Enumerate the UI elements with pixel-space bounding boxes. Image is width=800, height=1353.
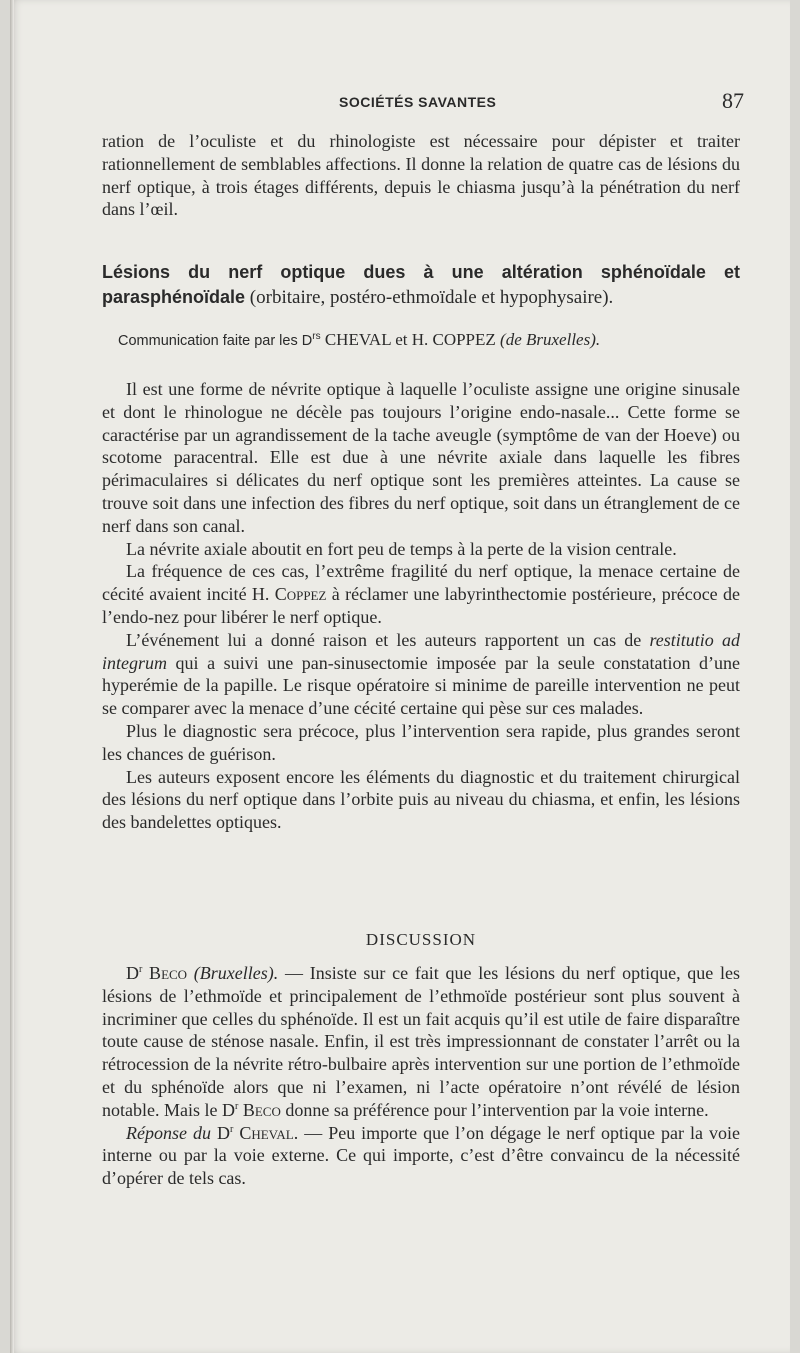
body-paragraph-1: Il est une forme de névrite optique à laquelle l’oculiste assigne une origine sinusale et dont le rhinologue ne décèle pas toujours l’origine endo-nasale... Cette forme se caractérise par un agrandissement de la tache aveugle (symptôme de van der Hoeve) ou scotome paracentral. Elle est due à une névrite axiale dans laquelle les fibres périmaculaires si délicates du nerf optique sont les premières atteintes. La cause se trouve soit dans une infection des fibres du nerf optique, soit dans un étranglement de ce nerf dans son canal.: [102, 379, 740, 536]
intro-paragraph-block: [102, 130, 740, 221]
book-page: [10, 0, 790, 1353]
page-edge-shadow: [10, 0, 14, 1353]
body-paragraph-6: Les auteurs exposent encore les éléments du diagnostic et du traitement chirurgical des lésions du nerf optique dans l’orbite puis au niveau du chiasma, et enfin, les lésions des bandelettes optiques.: [102, 766, 740, 833]
body-paragraph-5: Plus le diagnostic sera précoce, plus l’intervention sera rapide, plus grandes seront les chances de guérison.: [102, 720, 740, 764]
d1-dr: D: [126, 963, 139, 983]
d2-sup: r: [229, 1123, 234, 1135]
running-title: SOCIÉTÉS SAVANTES: [339, 94, 497, 110]
d2-label: Réponse du: [126, 1122, 211, 1143]
communication-line: [118, 330, 740, 350]
d1-name-2: Beco: [238, 1099, 281, 1120]
body-paragraph-2: La névrite axiale aboutit en fort peu de temps à la perte de la vision centrale.: [126, 538, 677, 559]
d1-name: Beco: [142, 963, 194, 983]
discussion-paragraph-1: [102, 962, 740, 1122]
discussion-paragraph-2: [102, 1122, 740, 1190]
p3-author-name: Coppez: [274, 584, 327, 605]
article-title-bold: Lésions du nerf optique dues à une altération sphénoïdale et parasphénoïdale: [102, 262, 740, 307]
d1-city: (Bruxelles).: [193, 963, 279, 983]
discussion-heading: DISCUSSION: [365, 930, 477, 949]
communication-names: CHEVAL et H. COPPEZ: [320, 330, 501, 349]
body-paragraph-3: [102, 560, 740, 628]
page-number: 87: [722, 88, 744, 113]
p3-text-a: La fréquence de ces cas, l’extrême fragilité du nerf optique, la menace certaine de cécité avaient incité H.: [102, 561, 740, 605]
d2-name: Cheval: [233, 1122, 294, 1143]
d1-text: — Insiste sur ce fait que les lésions du nerf optique, que les lésions de l’ethmoïde et principalement de l’ethmoïde postérieur sont plus souvent à incriminer que celles du sphénoïde. Il est un fait acquis qu’il est utile de faire disparaître toute cause de sténose nasale. Enfin, il est très impressionnant de constater l’arrêt ou la rétrocession de la névrite rétro-bulbaire après intervention sur une portion de l’ethmoïde et du sphénoïde alors que ni l’examen, ni l’acte opératoire n’ont révélé de lésion notable. Mais le D: [102, 963, 740, 1120]
article-title: [102, 260, 740, 310]
body-paragraph-4: [102, 629, 740, 720]
article-body: [102, 378, 740, 834]
communication-city: (de Bruxelles).: [500, 330, 601, 349]
intro-paragraph: ration de l’oculiste et du rhinologiste est nécessaire pour dépister et traiter rationnellement de semblables affections. Il donne la relation de quatre cas de lésions du nerf optique, à trois étages différents, depuis le chiasma jusqu’à la pénétration du nerf dans l’œil.: [102, 131, 740, 220]
d1-sup-2: r: [234, 1100, 239, 1112]
p4-latin-phrase: restitutio ad integrum: [102, 629, 740, 673]
page-header: [104, 88, 744, 118]
d1-sup: r: [139, 964, 143, 975]
communication-sup: rs: [312, 331, 321, 343]
article-title-rest: (orbitaire, postéro-ethmoïdale et hypophysaire).: [245, 287, 614, 308]
d2-dr: D: [210, 1122, 230, 1143]
d2-text: . — Peu importe que l’on dégage le nerf optique par la voie interne ou par la voie externe. Ce qui importe, c’est d’être convaincu de la nécessité d’opérer de tels cas.: [102, 1122, 740, 1189]
p4-text-a: L’événement lui a donné raison et les auteurs rapportent un cas de: [126, 629, 650, 650]
discussion-body: [102, 962, 740, 1190]
d1-end: donne sa préférence pour l’intervention par la voie interne.: [280, 1099, 709, 1120]
p4-text-b: qui a suivi une pan-sinusectomie imposée par la seule constatation d’une hyperémie de la papille. Le risque opératoire si minime de pareille intervention ne peut se comparer avec la menace d’une cécité certaine qui pèse sur ces malades.: [102, 652, 740, 719]
communication-prefix: Communication faite par les D: [118, 333, 313, 349]
p3-text-b: à réclamer une labyrinthectomie postérieure, précoce de l’endo-nez pour libérer le nerf optique.: [102, 584, 740, 627]
